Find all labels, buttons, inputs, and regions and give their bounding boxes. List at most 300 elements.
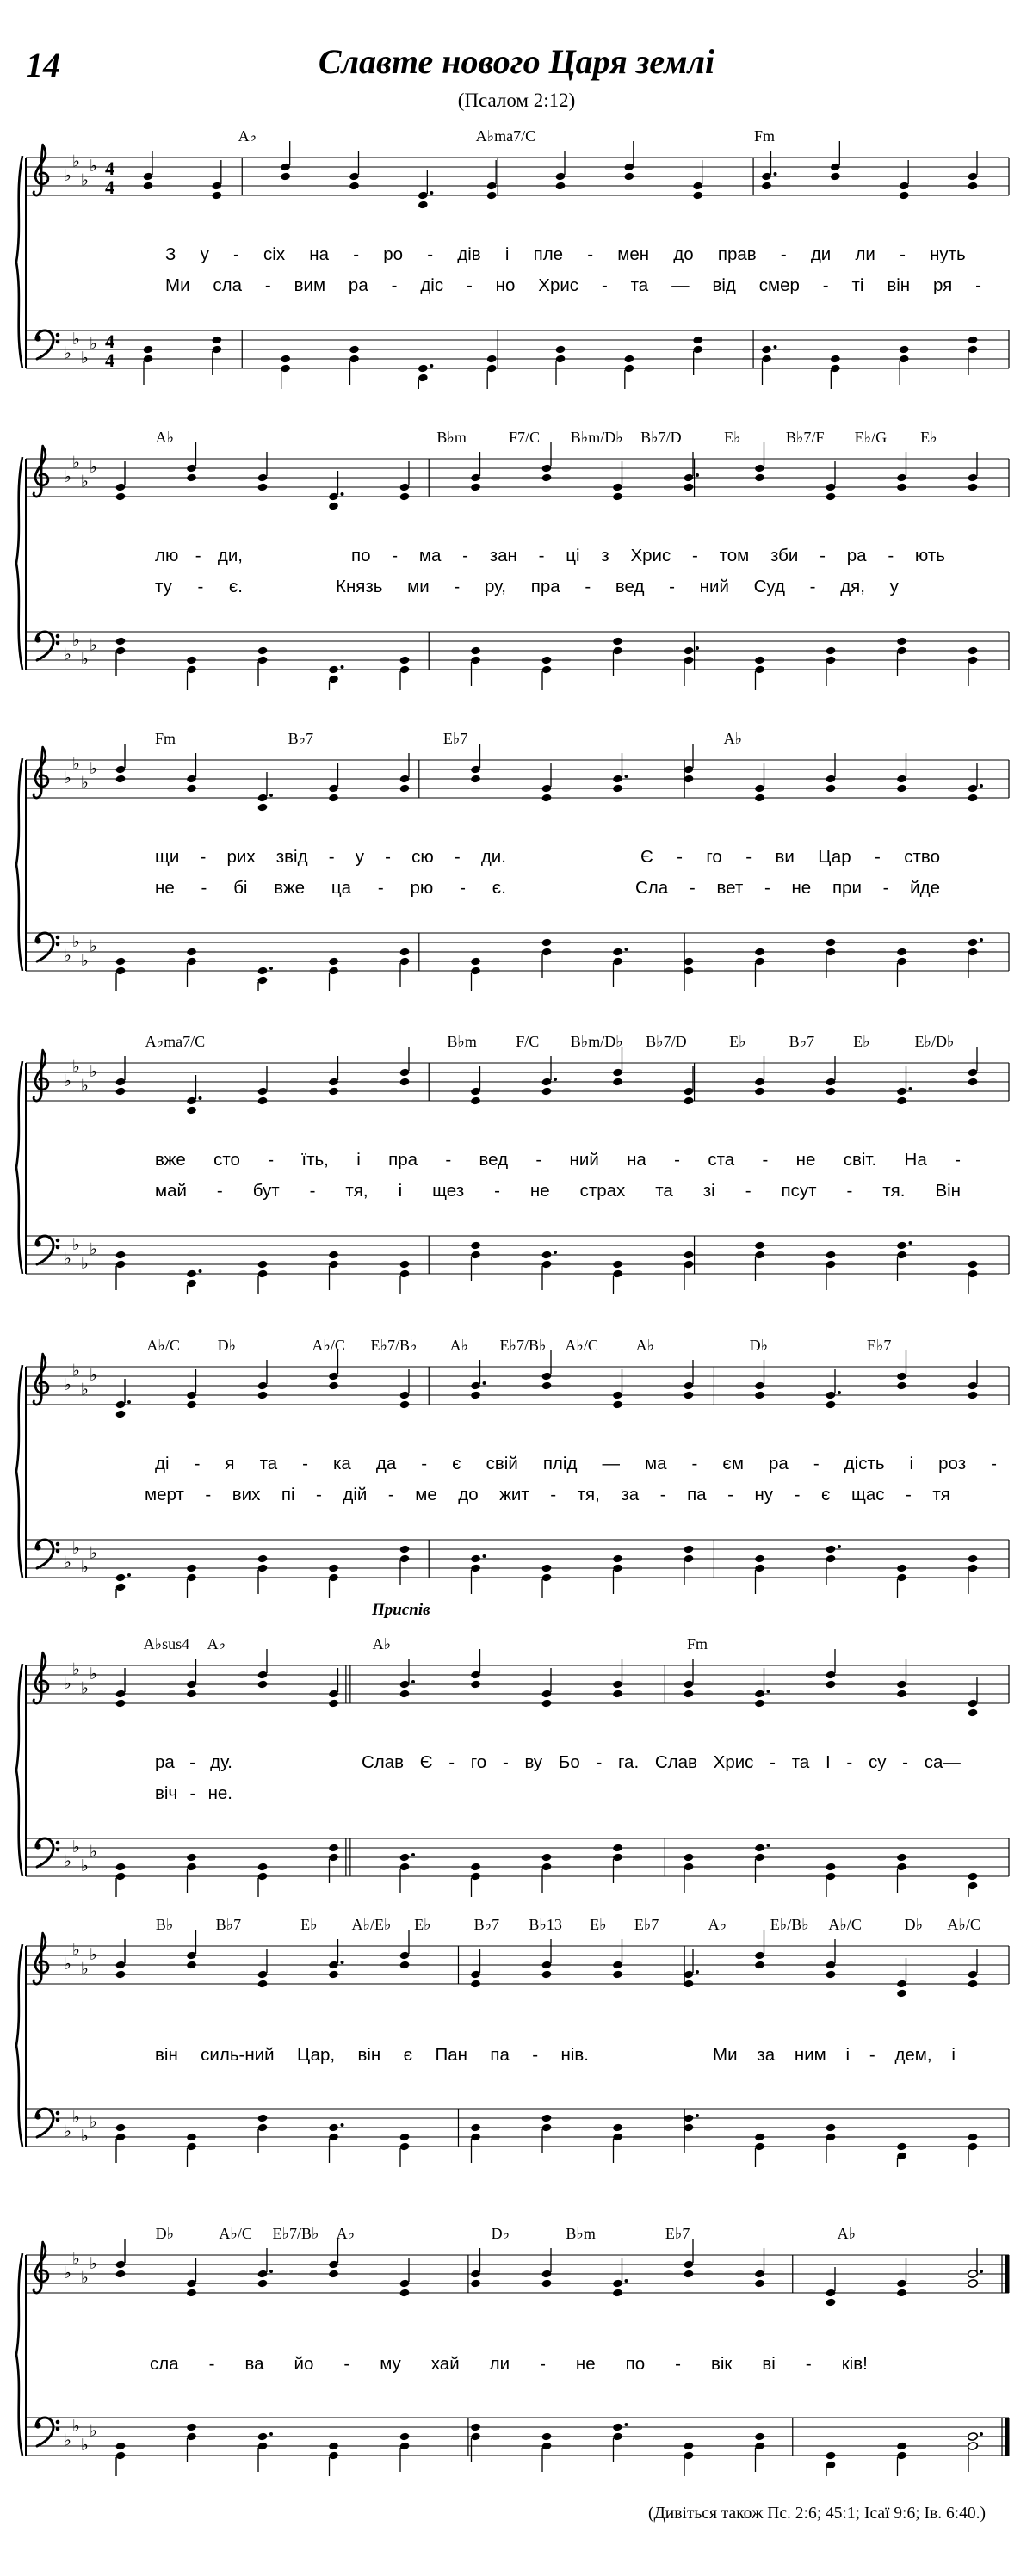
staff-lines (26, 1540, 1009, 1578)
svg-text:♭: ♭ (72, 453, 80, 473)
system-6 (0, 1601, 1033, 1897)
syllable: - (677, 847, 683, 867)
syllable: - (601, 275, 608, 295)
treble-clef (34, 747, 48, 798)
syllable: - (264, 275, 271, 295)
staff-lines (26, 933, 1009, 971)
treble-clef (34, 446, 48, 497)
lyric-segment (155, 546, 243, 566)
syllable: - (502, 1752, 509, 1772)
svg-text:♭: ♭ (81, 1856, 89, 1875)
bass-clef (34, 1540, 59, 1568)
syllable: ту (155, 577, 172, 596)
chord-symbol: E♭ (853, 1033, 870, 1050)
lyric-line-1 (0, 1454, 1033, 1480)
lyric-segment (640, 847, 940, 868)
syllable: - (466, 275, 473, 295)
svg-text:♭: ♭ (90, 334, 97, 354)
syllable: сла (150, 2354, 179, 2374)
syllable: - (820, 546, 826, 565)
syllable: ний (569, 1150, 599, 1170)
treble-staff (0, 1645, 1033, 1724)
syllable: пра (388, 1150, 418, 1170)
chord-symbol: E♭7 (634, 1916, 659, 1933)
syllable: І (825, 1752, 831, 1772)
svg-text:♭: ♭ (90, 2254, 97, 2273)
syllable: Бо (558, 1752, 580, 1772)
lyric-line-2 (0, 1485, 1033, 1510)
syllable: - (421, 1454, 428, 1473)
syllable: пра (530, 577, 560, 596)
syllable: - (268, 1150, 275, 1170)
syllable: вік (710, 2354, 733, 2374)
syllable: псут (781, 1181, 817, 1201)
syllable: тя. (882, 1181, 906, 1201)
syllable: щас (851, 1485, 885, 1504)
syllable: зби (770, 546, 799, 565)
notes (115, 1930, 978, 1998)
syllable: - (445, 1150, 452, 1170)
svg-text:♭: ♭ (64, 1553, 71, 1572)
notes (115, 2423, 983, 2476)
syllable: Слав (654, 1752, 697, 1772)
svg-text:♭: ♭ (64, 2264, 71, 2283)
svg-text:4: 4 (105, 158, 114, 179)
svg-text:♭: ♭ (64, 1249, 71, 1269)
chord-symbol: E♭7/B♭ (272, 2225, 319, 2242)
svg-text:♭: ♭ (90, 1665, 97, 1683)
syllable: - (353, 244, 360, 264)
syllable: сю (411, 847, 434, 867)
key-signature-flats (64, 631, 97, 669)
chord-symbol: A♭sus4 (143, 1635, 190, 1652)
svg-text:♭: ♭ (64, 343, 71, 363)
syllable: щез (432, 1181, 465, 1201)
syllable: Хрис (713, 1752, 754, 1772)
syllable: ву (524, 1752, 543, 1772)
lyric-segment (155, 878, 506, 899)
svg-text:♭: ♭ (90, 458, 97, 477)
syllable: дем, (894, 2045, 932, 2065)
syllable: ють (914, 546, 945, 565)
syllable: - (882, 878, 889, 898)
syllable: го (470, 1752, 487, 1772)
lyric-line-1 (0, 1752, 1033, 1778)
syllable: - (454, 577, 461, 596)
chord-symbol: B♭m/D♭ (570, 1033, 623, 1050)
syllable: ми (407, 577, 430, 596)
syllable: зан (489, 546, 517, 565)
time-signature (105, 158, 114, 198)
syllable: ли (489, 2354, 510, 2374)
refrain-label: Приспів (372, 1601, 430, 1619)
svg-text:♭: ♭ (90, 635, 97, 655)
syllable: - (550, 1485, 557, 1504)
bass-staff (0, 2088, 1033, 2167)
chord-symbol: E♭ (414, 1916, 431, 1933)
svg-text:♭: ♭ (81, 951, 89, 970)
syllable: мерт (145, 1485, 184, 1504)
treble-clef (34, 1933, 48, 1984)
syllable: Пан (435, 2045, 467, 2065)
notes (115, 637, 978, 690)
syllable: - (794, 1485, 801, 1504)
lyric-line-2 (0, 275, 1033, 301)
chord-symbol: E♭/G (854, 429, 888, 446)
notes (115, 2239, 983, 2307)
chord-symbol: E♭ (590, 1916, 607, 1933)
syllable: - (195, 546, 201, 565)
syllable: ну (754, 1485, 774, 1504)
lyric-segment (165, 244, 966, 265)
lyric-line-1 (0, 546, 1033, 571)
svg-text:♭: ♭ (64, 1072, 71, 1090)
syllable: вим (294, 275, 326, 295)
syllable: - (764, 878, 770, 898)
syllable: - (201, 878, 207, 898)
syllable: - (454, 847, 461, 867)
treble-staff (0, 1042, 1033, 1121)
syllable: ра (768, 1454, 789, 1473)
treble-staff (0, 137, 1033, 216)
syllable: ві (762, 2354, 776, 2374)
syllable: пле (533, 244, 564, 264)
syllable: мен (617, 244, 650, 264)
chord-symbol: A♭/C (146, 1337, 180, 1354)
svg-text:♭: ♭ (64, 1955, 71, 1974)
syllable: - (427, 244, 434, 264)
time-signature (105, 330, 114, 371)
lyric-segment (362, 1752, 961, 1773)
chord-symbol: B♭7/F (785, 429, 825, 446)
syllable: Князь (336, 577, 383, 596)
syllable: - (900, 244, 906, 264)
chord-symbol: B♭13 (529, 1916, 562, 1933)
treble-clef (34, 1652, 48, 1703)
syllable: єм (722, 1454, 744, 1473)
svg-text:♭: ♭ (72, 1057, 80, 1077)
svg-text:♭: ♭ (81, 170, 89, 190)
syllable: за (757, 2045, 776, 2065)
chord-symbol: E♭7 (442, 730, 468, 747)
syllable: - (535, 1150, 542, 1170)
syllable: ті (851, 275, 864, 295)
syllable: - (194, 1454, 201, 1473)
lyric-line-1 (0, 2045, 1033, 2071)
syllable: но (495, 275, 516, 295)
syllable: Суд (753, 577, 785, 596)
syllable: - (387, 1485, 394, 1504)
chord-symbol: A♭ (207, 1635, 226, 1652)
lyric-line-2 (0, 1181, 1033, 1207)
syllable: не (155, 878, 175, 898)
syllable: - (770, 1752, 776, 1772)
lyric-segment (155, 1454, 997, 1474)
staff-lines (26, 1236, 1009, 1274)
notes (115, 1545, 978, 1598)
chord-symbol: A♭/C (219, 2225, 252, 2242)
svg-text:♭: ♭ (81, 1254, 89, 1273)
svg-text:♭: ♭ (72, 1235, 80, 1254)
syllable: ків! (841, 2354, 868, 2374)
syllable: - (813, 1454, 820, 1473)
syllable: су (868, 1752, 887, 1772)
syllable: - (875, 847, 881, 867)
lyric-line-2 (0, 577, 1033, 602)
syllable: ро (383, 244, 404, 264)
chord-symbol: B♭7 (789, 1033, 815, 1050)
chord-symbol: A♭/C (828, 1916, 862, 1933)
syllable: силь-ний (201, 2045, 275, 2065)
syllable: Ми (165, 275, 190, 295)
lyric-segment (336, 577, 899, 597)
staff-lines (26, 1665, 1009, 1703)
syllable: зі (702, 1181, 715, 1201)
syllable: нів. (560, 2045, 589, 2065)
syllable: звід (275, 847, 308, 867)
syllable: ним (794, 2045, 826, 2065)
chord-symbol: A♭/C (947, 1916, 980, 1933)
system-1 (0, 127, 1033, 389)
syllable: віч (155, 1783, 178, 1803)
syllable: йде (910, 878, 940, 898)
svg-text:♭: ♭ (72, 330, 80, 349)
svg-text:♭: ♭ (64, 769, 71, 788)
staff-lines (26, 760, 1009, 798)
syllable: - (494, 1181, 500, 1201)
key-signature-flats (64, 1235, 97, 1273)
bass-clef (34, 1236, 59, 1264)
syllable: ма (418, 546, 442, 565)
syllable: Хрис (630, 546, 671, 565)
svg-text:♭: ♭ (64, 946, 71, 966)
syllable: Він (935, 1181, 961, 1201)
chord-symbol: B♭m/D♭ (570, 429, 623, 446)
svg-text:♭: ♭ (81, 1076, 89, 1096)
syllable: - (805, 2354, 812, 2374)
notes (115, 938, 983, 991)
bass-staff (0, 2397, 1033, 2476)
syllable: при (832, 878, 862, 898)
syllable: ці (566, 546, 580, 565)
chord-symbol: E♭7/B♭ (370, 1337, 418, 1354)
syllable: ца (331, 878, 352, 898)
svg-text:♭: ♭ (90, 157, 97, 176)
syllable: - (822, 275, 829, 295)
song-title: Славте нового Царя землі (318, 42, 715, 81)
syllable: свій (486, 1454, 518, 1473)
syllable: сто (213, 1150, 240, 1170)
staff-lines (26, 459, 1009, 497)
svg-text:♭: ♭ (90, 759, 97, 778)
chord-symbol: A♭ma7/C (475, 127, 536, 145)
syllable: ва (244, 2354, 264, 2374)
svg-text:♭: ♭ (81, 773, 89, 793)
svg-text:♭: ♭ (64, 2431, 71, 2450)
chord-symbol: F/C (516, 1033, 540, 1050)
syllable: не (791, 878, 812, 898)
syllable: - (540, 2354, 546, 2374)
syllable: Є (640, 847, 653, 867)
syllable: Хрис (538, 275, 579, 295)
syllable: дість (844, 1454, 885, 1473)
syllable: світ. (843, 1150, 877, 1170)
svg-text:♭: ♭ (81, 2127, 89, 2146)
syllable: бі (233, 878, 248, 898)
syllable: він (155, 2045, 178, 2065)
syllable: ма (644, 1454, 667, 1473)
syllable: - (659, 1485, 666, 1504)
syllable: не. (207, 1783, 232, 1803)
syllable: за (621, 1485, 640, 1504)
syllable: рих (226, 847, 256, 867)
syllable: від (712, 275, 736, 295)
syllable: ме (415, 1485, 437, 1504)
svg-text:♭: ♭ (81, 2268, 89, 2288)
syllable: - (343, 2354, 350, 2374)
syllable: вед (479, 1150, 509, 1170)
treble-clef (34, 2242, 48, 2293)
svg-text:♭: ♭ (72, 1940, 80, 1960)
chord-symbol: D♭ (491, 2225, 510, 2242)
syllable: са— (924, 1752, 961, 1772)
chord-symbol: B♭7 (288, 730, 314, 747)
syllable: - (674, 1150, 680, 1170)
syllable: - (448, 1752, 455, 1772)
syllable: му (380, 2354, 401, 2374)
syllable: - (669, 577, 675, 596)
syllable: - (216, 1181, 223, 1201)
svg-text:♭: ♭ (90, 2112, 97, 2132)
svg-text:♭: ♭ (90, 1239, 97, 1259)
syllable: ді (155, 1454, 170, 1473)
notes (115, 1649, 978, 1717)
lyric-segment (155, 847, 506, 868)
syllable: ра (846, 546, 867, 565)
syllable: у (889, 577, 899, 596)
svg-text:♭: ♭ (81, 1558, 89, 1577)
chord-symbol: A♭ (155, 429, 175, 446)
staff-lines (26, 1838, 1009, 1876)
syllable: рю (410, 878, 434, 898)
syllable: ра (155, 1752, 175, 1772)
syllable: вед (615, 577, 645, 596)
key-signature-flats (64, 1838, 97, 1875)
lyric-line-2 (0, 878, 1033, 904)
syllable: плід (542, 1454, 578, 1473)
syllable: - (869, 2045, 875, 2065)
syllable: - (585, 577, 591, 596)
syllable: не (795, 1150, 816, 1170)
chord-symbol: Fm (753, 127, 776, 145)
syllable: ство (904, 847, 940, 867)
syllable: ди, (217, 546, 243, 565)
syllable: - (189, 1752, 195, 1772)
notes (115, 1241, 978, 1294)
lyric-line-1 (0, 2354, 1033, 2380)
syllable: тя, (345, 1181, 368, 1201)
chord-symbol: B♭7/D (640, 429, 682, 446)
syllable: май (155, 1181, 187, 1201)
chord-symbol: E♭/D♭ (914, 1033, 955, 1050)
syllable: - (692, 546, 698, 565)
svg-text:♭: ♭ (64, 1674, 71, 1693)
svg-text:♭: ♭ (72, 2249, 80, 2269)
syllable: він (887, 275, 911, 295)
chord-symbol: A♭ (238, 127, 257, 145)
syllable: та (655, 1181, 673, 1201)
syllable: смер (758, 275, 800, 295)
chord-symbol: B♭m (436, 429, 467, 446)
svg-text:♭: ♭ (81, 472, 89, 491)
syllable: па (490, 2045, 510, 2065)
lyric-segment (351, 546, 945, 566)
syllable: бут (252, 1181, 280, 1201)
bass-clef (34, 933, 59, 961)
syllable: я (225, 1454, 235, 1473)
system-5 (0, 1337, 1033, 1598)
syllable: ви (775, 847, 795, 867)
key-signature-flats (64, 2108, 97, 2146)
syllable: діс (420, 275, 444, 295)
chord-symbol: E♭7 (866, 1337, 892, 1354)
syllable: - (902, 1752, 908, 1772)
scripture-reference: (Псалом 2:12) (457, 90, 576, 111)
chord-symbol: B♭7 (473, 1916, 500, 1933)
syllable: щи (155, 847, 180, 867)
syllable: страх (579, 1181, 626, 1201)
syllable: і (356, 1150, 361, 1170)
svg-text:♭: ♭ (81, 1380, 89, 1399)
svg-text:♭: ♭ (64, 2122, 71, 2141)
bass-staff (0, 310, 1033, 389)
syllable: - (906, 1485, 912, 1504)
syllable: - (532, 2045, 539, 2065)
svg-text:♭: ♭ (64, 1375, 71, 1394)
chord-symbol: D♭ (217, 1337, 237, 1354)
see-also-references: (Дивіться також Пс. 2:6; 45:1; Ісаї 9:6; Ів. 6:40.) (648, 2505, 986, 2523)
syllable: сла (213, 275, 243, 295)
syllable: вже (274, 878, 306, 898)
syllable: ди (810, 244, 832, 264)
syllable: - (975, 275, 981, 295)
chord-symbol: A♭ (372, 1635, 392, 1652)
syllable: - (233, 244, 239, 264)
treble-staff (0, 1925, 1033, 2005)
syllable: ду. (210, 1752, 232, 1772)
staff-lines (26, 2109, 1009, 2147)
syllable: ка (333, 1454, 351, 1473)
syllable: ний (699, 577, 729, 596)
key-signature-flats (64, 2417, 97, 2455)
svg-text:♭: ♭ (64, 467, 71, 486)
syllable: по (351, 546, 371, 565)
syllable: - (189, 1783, 196, 1803)
chord-symbol: E♭ (920, 429, 937, 446)
notes (143, 141, 978, 209)
syllable: сіх (263, 244, 286, 264)
syllable: роз (938, 1454, 967, 1473)
svg-text:♭: ♭ (90, 2421, 97, 2441)
lyric-line-2 (0, 1783, 1033, 1809)
syllable: - (991, 1454, 997, 1473)
syllable: - (846, 1181, 853, 1201)
svg-text:♭: ♭ (81, 349, 89, 368)
svg-text:♭: ♭ (72, 2417, 80, 2436)
bass-clef (34, 330, 59, 359)
chord-symbol: B♭ (155, 1916, 174, 1933)
svg-text:♭: ♭ (72, 932, 80, 951)
